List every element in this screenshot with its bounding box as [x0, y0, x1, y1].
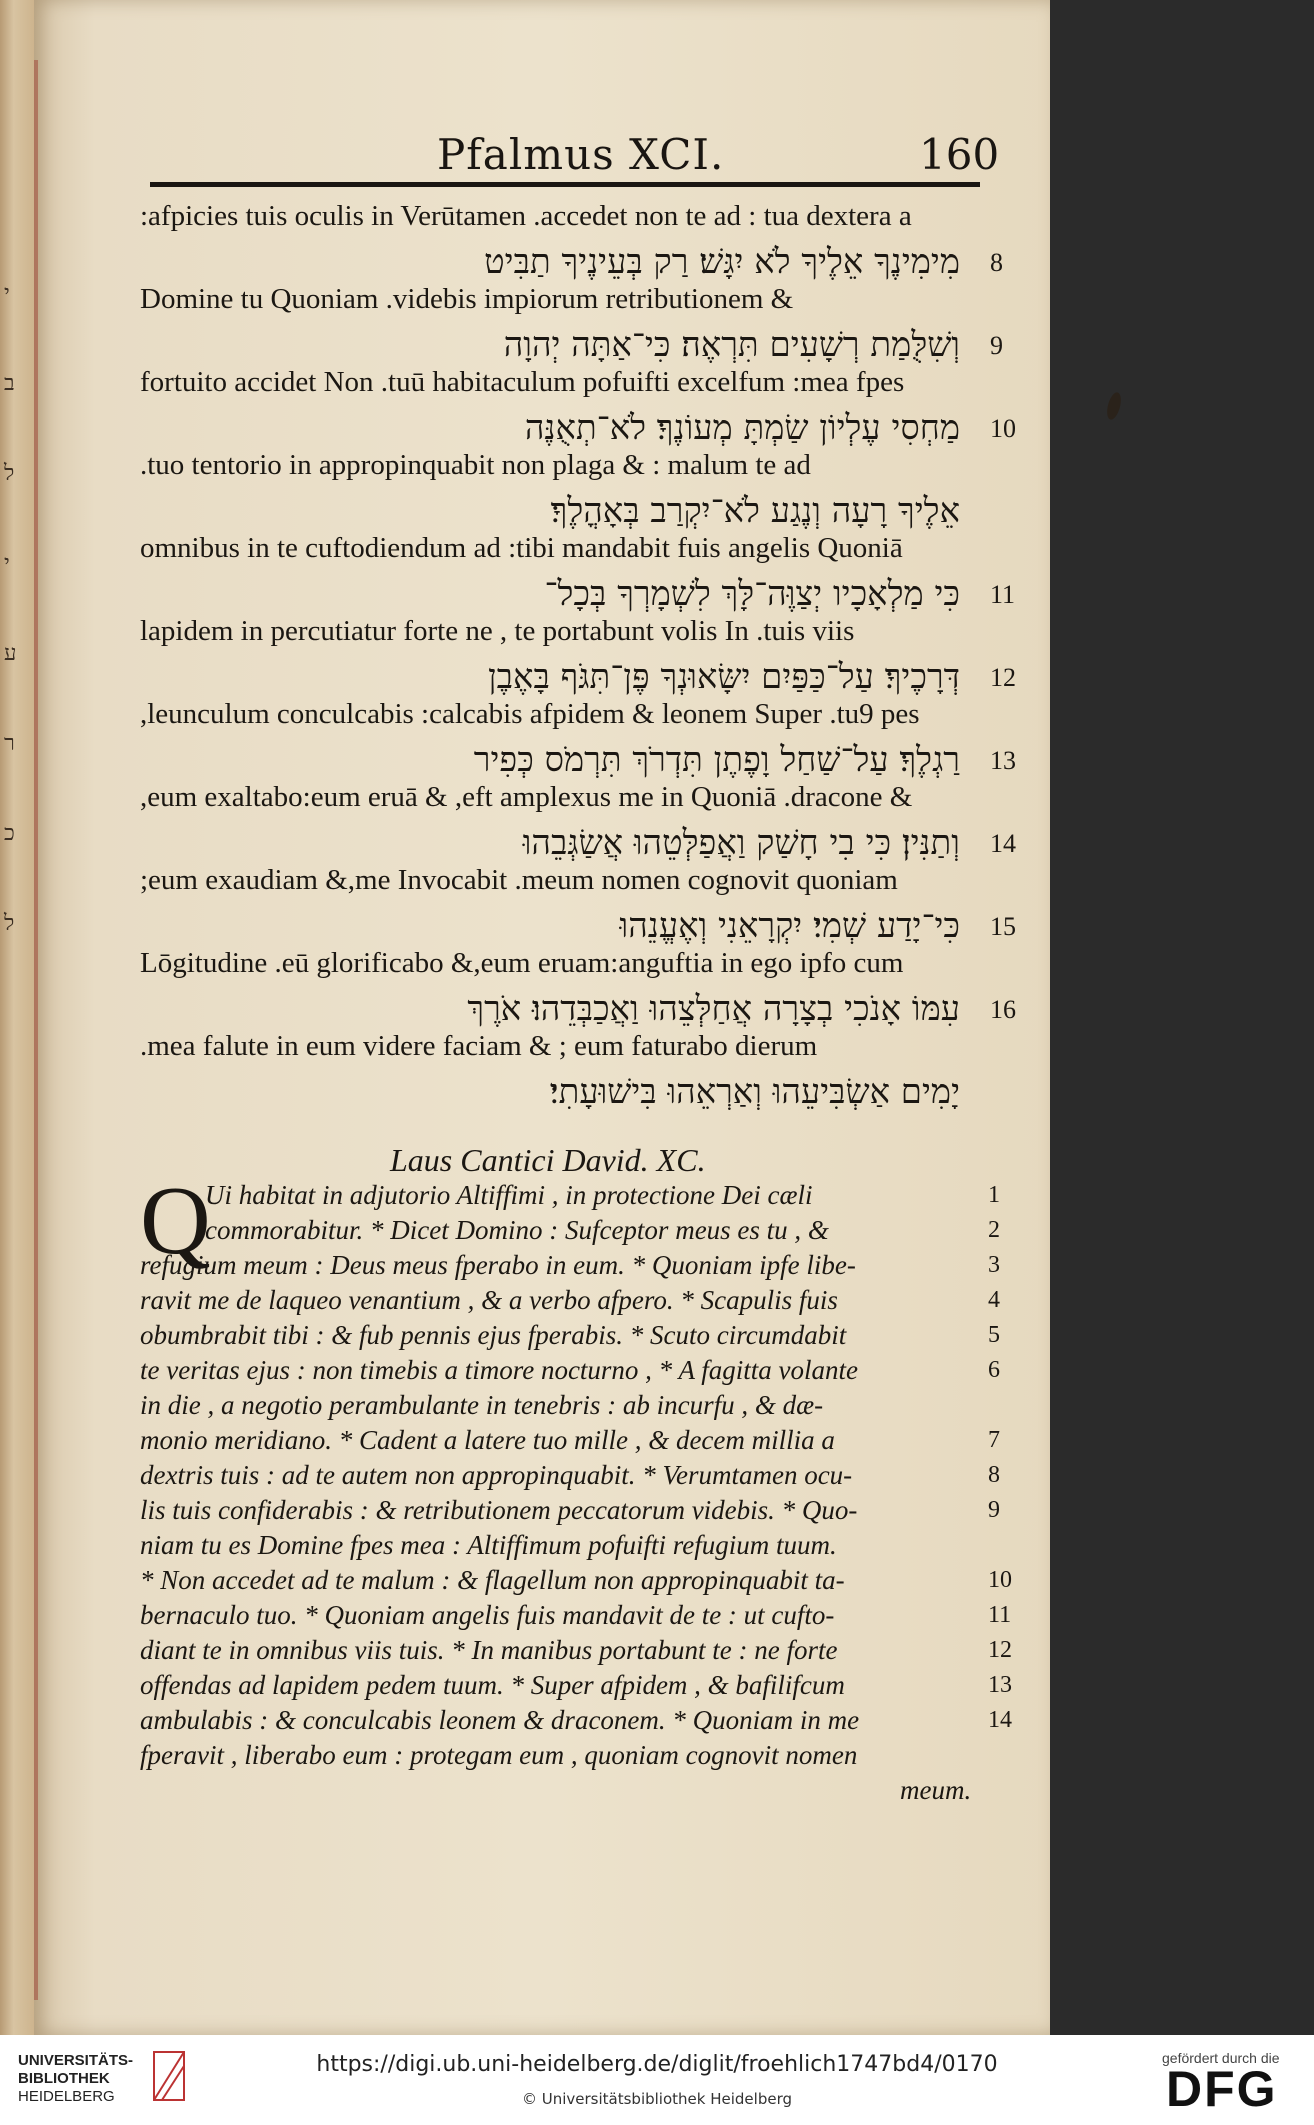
vulgate-line: obumbrabit tibi : & fub pennis ejus fperabis. * Scuto circumdabit — [140, 1320, 847, 1350]
verse-number: 12 — [990, 662, 1016, 692]
verse-number: 14 — [990, 828, 1016, 858]
hebrew-line: אֵלֶיךָ רָעָה וְנֶגַע לֹא־יִקְרַב בְּאָהֳלֶךָ׃ — [550, 490, 960, 531]
hebrew-line: עִמּוֹ אָנֹכִי בְצָרָה אֲחַלְּצֵהוּ וַאֲכַבְּדֵהוּ׃ אֹרֶךְ — [467, 988, 960, 1029]
hebrew-line: מִימִינֶךָ אֵלֶיךָ לֹא יִגָּשׁ׃ רַק בְּעֵינֶיךָ תַבִּיט — [484, 241, 960, 282]
verse-number: 11 — [990, 579, 1016, 609]
vulgate-line: bernaculo tuo. * Quoniam angelis fuis mandavit de te : ut cufto- — [140, 1600, 835, 1630]
verse-number: 16 — [990, 994, 1016, 1024]
hebrew-line: כִּי מַלְאָכָיו יְצַוֶּה־לָּךְ לִשְׁמָרְךָ בְּכָל־ — [544, 573, 960, 614]
vulgate-line: ambulabis : & conculcabis leonem & draconem. * Quoniam in me — [140, 1705, 860, 1735]
hebrew-line: דְּרָכֶיךָ׃ עַל־כַּפַּיִם יִשָּׂאוּנְךָ פֶּן־תִּגֹּף בָּאֶבֶן — [488, 656, 960, 697]
running-header: Pfalmus XCI. — [437, 130, 725, 179]
vulgate-line: dextris tuis : ad te autem non appropinquabit. * Verumtamen ocu- — [140, 1460, 853, 1490]
vulgate-line: commorabitur. * Dicet Domino : Sufceptor meus es tu , & — [205, 1215, 829, 1245]
margin-verse-number: 14 — [988, 1707, 1012, 1733]
adjacent-page-glyph: ר — [4, 731, 15, 756]
hebrew-line: וְשִׁלֻּמַת רְשָׁעִים תִּרְאֶה׃ כִּי־אַתָּה יְהוָה — [503, 324, 960, 365]
dfg-logo[interactable]: DFG — [1166, 2061, 1278, 2117]
adjacent-page-glyph: ל — [4, 911, 15, 936]
verse-number: 8 — [990, 247, 1003, 277]
latin-gloss-line: ,leunculum conculcabis :calcabis afpidem & leonem Super .tu9 pes — [140, 698, 920, 730]
section-title: Laus Cantici David. XC. — [390, 1142, 706, 1178]
margin-verse-number: 9 — [988, 1497, 1000, 1523]
library-name-line3: HEIDELBERG — [18, 2088, 115, 2105]
library-name-line2: BIBLIOTHEK — [18, 2070, 110, 2087]
adjacent-page-edge — [0, 0, 34, 2035]
margin-verse-number: 11 — [988, 1602, 1012, 1628]
margin-verse-number: 12 — [988, 1637, 1012, 1663]
permalink-url[interactable]: https://digi.ub.uni-heidelberg.de/diglit/froehlich1747bd4/0170 — [316, 2052, 998, 2077]
funder-caption: gefördert durch die — [1162, 2050, 1280, 2066]
vulgate-line: offendas ad lapidem pedem tuum. * Super afpidem , & bafilifcum — [140, 1670, 845, 1700]
margin-verse-number: 5 — [988, 1322, 1000, 1348]
margin-verse-number: 8 — [988, 1462, 1000, 1488]
latin-gloss-line: ,eum exaltabo:eum eruā & ,eft amplexus me in Quoniā .dracone & — [140, 781, 913, 813]
latin-gloss-line: .mea falute in eum videre faciam & ; eum faturabo dierum — [140, 1030, 818, 1062]
page-number: 160 — [919, 130, 1000, 179]
margin-verse-number: 1 — [988, 1182, 1000, 1208]
header-rule — [150, 182, 980, 187]
margin-verse-number: 6 — [988, 1357, 1000, 1383]
scan-background — [1050, 0, 1314, 2035]
vulgate-line: * Non accedet ad te malum : & flagellum non appropinquabit ta- — [140, 1565, 845, 1595]
margin-verse-number: 4 — [988, 1287, 1000, 1313]
latin-gloss-line: lapidem in percutiatur forte ne , te portabunt volis In .tuis viis — [140, 615, 855, 647]
vulgate-line: lis tuis confiderabis : & retributionem peccatorum videbis. * Quo- — [140, 1495, 858, 1525]
latin-gloss-line: ;eum exaudiam &,me Invocabit .meum nomen cognovit quoniam — [140, 864, 898, 896]
margin-verse-number: 10 — [988, 1567, 1012, 1593]
latin-gloss-line: Lōgitudine .eū glorificabo &,eum eruam:anguftia in ego ipfo cum — [140, 947, 904, 979]
verse-number: 10 — [990, 413, 1016, 443]
margin-verse-number: 3 — [988, 1252, 1000, 1278]
vulgate-line: meum. — [900, 1775, 972, 1805]
adjacent-page-glyph: כ — [4, 821, 15, 846]
verse-number: 15 — [990, 911, 1016, 941]
adjacent-page-glyph: ע — [4, 641, 17, 666]
margin-verse-number: 7 — [988, 1427, 1000, 1453]
margin-verse-number: 13 — [988, 1672, 1012, 1698]
margin-verse-number: 2 — [988, 1217, 1000, 1243]
vulgate-line: fperavit , liberabo eum : protegam eum , quoniam cognovit nomen — [140, 1740, 858, 1770]
vulgate-line: in die , a negotio perambulante in tenebris : ab incurfu , & dæ- — [140, 1390, 824, 1420]
vulgate-line: monio meridiano. * Cadent a latere tuo mille , & decem millia a — [140, 1425, 835, 1455]
adjacent-page-glyph: ל — [4, 461, 15, 486]
latin-gloss-line: .tuo tentorio in appropinquabit non plaga & : malum te ad — [140, 449, 811, 481]
hebrew-line: כִּי־יָדַע שְׁמִי׃ יִקְרָאֵנִי וְאֶעֱנֵהוּ — [619, 905, 960, 946]
hebrew-line: רַגְלֶךָ׃ עַל־שַׁחַל וָפֶתֶן תִּדְרֹךְ תִּרְמֹס כְּפִיר — [473, 739, 960, 780]
adjacent-page-glyph: י — [4, 281, 10, 306]
verse-number: 13 — [990, 745, 1016, 775]
hebrew-line: וְתַנִּין׃ כִּי בִי חָשַׁק וַאֲפַלְּטֵהוּ אֲשַׂגְּבֵהוּ — [522, 822, 960, 863]
footer-bar — [0, 2035, 1314, 2125]
vulgate-line: diant te in omnibus viis tuis. * In manibus portabunt te : ne forte — [140, 1635, 838, 1665]
vulgate-line: refugium meum : Deus meus fperabo in eum. * Quoniam ipfe libe- — [140, 1250, 856, 1280]
drop-capital: Q — [140, 1167, 211, 1275]
latin-gloss-line: fortuito accidet Non .tuū habitaculum pofuifti excelfum :mea fpes — [140, 366, 905, 398]
latin-gloss-line: Domine tu Quoniam .videbis impiorum retributionem & — [140, 283, 794, 315]
latin-gloss-line: :afpicies tuis oculis in Verūtamen .accedet non te ad : tua dextera a — [140, 200, 912, 232]
page-red-edge — [34, 60, 38, 2000]
verse-number: 9 — [990, 330, 1003, 360]
hebrew-line: יָמִים אַשְׂבִּיעֵהוּ וְאַרְאֵהוּ בִּישׁוּעָתִי׃ — [549, 1071, 960, 1112]
library-name-line1: UNIVERSITÄTS- — [18, 2052, 134, 2069]
latin-gloss-line: omnibus in te cuftodiendum ad :tibi mandabit fuis angelis Quoniā — [140, 532, 903, 564]
vulgate-line: te veritas ejus : non timebis a timore nocturno , * A fagitta volante — [140, 1355, 858, 1385]
adjacent-page-glyph: י — [4, 551, 10, 576]
vulgate-line: niam tu es Domine fpes mea : Altiffimum pofuifti refugium tuum. — [140, 1530, 837, 1560]
hebrew-line: מַחְסִי עֶלְיוֹן שַׂמְתָּ מְעוֹנֶךָ׃ לֹא־תְאֻנֶּה — [524, 407, 960, 448]
copyright-notice: © Universitätsbibliothek Heidelberg — [521, 2090, 792, 2108]
vulgate-line: ravit me de laqueo venantium , & a verbo afpero. * Scapulis fuis — [140, 1285, 838, 1315]
vulgate-line: Ui habitat in adjutorio Altiffimi , in protectione Dei cæli — [205, 1180, 813, 1210]
adjacent-page-glyph: ב — [4, 371, 15, 396]
